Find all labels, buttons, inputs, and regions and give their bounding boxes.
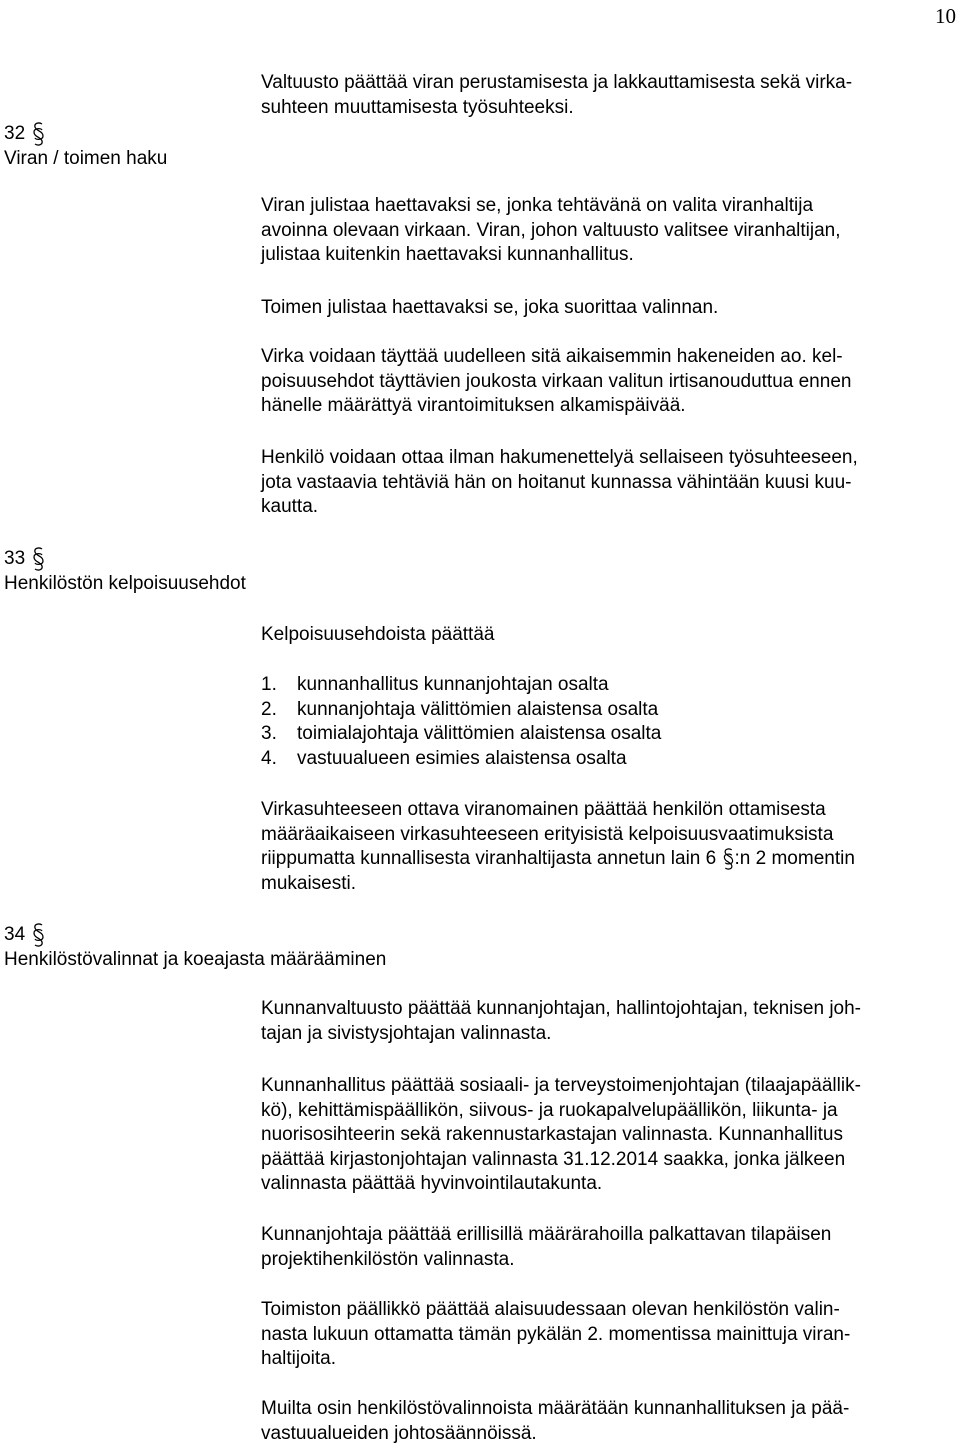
section-title: Henkilöstövalinnat ja koeajasta määrääminen bbox=[4, 949, 387, 970]
paragraph-9 bbox=[261, 1074, 951, 1197]
paragraph-5 bbox=[261, 446, 951, 520]
text-line: määräaikaiseen virkasuhteeseen erityisistä kelpoisuusvaatimuksista bbox=[261, 823, 834, 845]
text-line: haltijoita. bbox=[261, 1348, 336, 1369]
section-32-heading bbox=[4, 121, 167, 171]
section-sign-icon bbox=[32, 122, 45, 146]
section-34-heading bbox=[4, 922, 386, 972]
text-line: Kunnanvaltuusto päättää kunnanjohtajan, hallintojohtajan, teknisen joh- bbox=[261, 998, 862, 1019]
text-line: Kelpoisuusehdoista päättää bbox=[261, 624, 495, 645]
text-line: Kunnanhallitus päättää sosiaali- ja terveystoimenjohtajan (tilaajapäällik- bbox=[261, 1075, 861, 1096]
paragraph-8 bbox=[261, 997, 951, 1046]
text-line: projektihenkilöstön valinnasta. bbox=[261, 1248, 515, 1270]
text-line: Viran julistaa haettavaksi se, jonka tehtävänä on valita viranhaltija bbox=[261, 195, 814, 216]
section-sign-icon bbox=[32, 923, 45, 947]
text-line: Henkilö voidaan ottaa ilman hakumenettelyä sellaiseen työsuhteeseen, bbox=[261, 447, 858, 468]
text-line: riippumatta kunnallisesta viranhaltijasta annetun lain 6 :n 2 momentin bbox=[261, 848, 855, 869]
text-line: suhteen muuttamisesta työsuhteeksi. bbox=[261, 96, 574, 118]
text-line: hänelle määrättyä virantoimituksen alkamispäivää. bbox=[261, 395, 686, 416]
text-line: Valtuusto päättää viran perustamisesta ja lakkauttamisesta sekä virka- bbox=[261, 72, 853, 93]
text-line: Toimiston päällikkö päättää alaisuudessaan olevan henkilöstön valin- bbox=[261, 1299, 840, 1320]
page-number: 10 bbox=[935, 4, 956, 28]
section-sign-icon bbox=[32, 547, 45, 571]
paragraph-11 bbox=[261, 1298, 951, 1372]
paragraph-2 bbox=[261, 194, 951, 268]
text-line: valinnasta päättää hyvinvointilautakunta. bbox=[261, 1173, 603, 1194]
list-item: 4. vastuualueen esimies alaistensa osalta bbox=[261, 747, 627, 769]
section-33-heading bbox=[4, 546, 246, 596]
section-number: 34 bbox=[4, 924, 26, 945]
text-line: nasta lukuun ottamatta tämän pykälän 2. momentissa mainittuja viran- bbox=[261, 1323, 851, 1345]
section-sign-icon bbox=[722, 848, 735, 867]
text-line: Virka voidaan täyttää uudelleen sitä aikaisemmin hakeneiden ao. kel- bbox=[261, 346, 843, 367]
qualification-list bbox=[261, 673, 951, 771]
section-title: Henkilöstön kelpoisuusehdot bbox=[4, 573, 246, 594]
text-line: avoinna olevaan virkaan. Viran, johon valtuusto valitsee viranhaltijan, bbox=[261, 219, 841, 241]
section-number: 32 bbox=[4, 123, 26, 144]
text-line: julistaa kuitenkin haettavaksi kunnanhallitus. bbox=[261, 244, 634, 265]
text-line: Virkasuhteeseen ottava viranomainen päättää henkilön ottamisesta bbox=[261, 799, 826, 820]
text-line: päättää kirjastonjohtajan valinnasta 31.12.2014 saakka, jonka jälkeen bbox=[261, 1148, 846, 1170]
paragraph-12 bbox=[261, 1397, 951, 1446]
text-line: poisuusehdot täyttävien joukosta virkaan valitun irtisanouduttua ennen bbox=[261, 370, 852, 392]
section-title: Viran / toimen haku bbox=[4, 148, 168, 169]
text-line: Kunnanjohtaja päättää erillisillä määrärahoilla palkattavan tilapäisen bbox=[261, 1224, 832, 1245]
paragraph-4 bbox=[261, 345, 951, 419]
paragraph-7 bbox=[261, 798, 951, 896]
list-item: 2. kunnanjohtaja välittömien alaistensa osalta bbox=[261, 698, 659, 720]
text-line: Toimen julistaa haettavaksi se, joka suorittaa valinnan. bbox=[261, 297, 719, 318]
paragraph-6 bbox=[261, 623, 951, 648]
text-line: Muilta osin henkilöstövalinnoista määrätään kunnanhallituksen ja pää- bbox=[261, 1398, 850, 1419]
paragraph-1 bbox=[261, 71, 951, 120]
text-line: jota vastaavia tehtäviä hän on hoitanut kunnassa vähintään kuusi kuu- bbox=[261, 471, 852, 493]
paragraph-10 bbox=[261, 1223, 951, 1272]
text-line: kautta. bbox=[261, 496, 319, 517]
text-line: nuorisosihteerin sekä rakennustarkastajan valinnasta. Kunnanhallitus bbox=[261, 1124, 843, 1145]
text-line: kö), kehittämispäällikön, siivous- ja ruokapalvelupäällikön, liikunta- ja bbox=[261, 1099, 838, 1121]
section-number: 33 bbox=[4, 548, 26, 569]
list-item: 3. toimialajohtaja välittömien alaistensa osalta bbox=[261, 723, 662, 744]
text-line: vastuualueiden johtosäännöissä. bbox=[261, 1422, 537, 1444]
list-item: 1. kunnanhallitus kunnanjohtajan osalta bbox=[261, 674, 609, 695]
text-line: mukaisesti. bbox=[261, 872, 357, 894]
text-line: tajan ja sivistysjohtajan valinnasta. bbox=[261, 1022, 552, 1044]
paragraph-3 bbox=[261, 296, 951, 321]
